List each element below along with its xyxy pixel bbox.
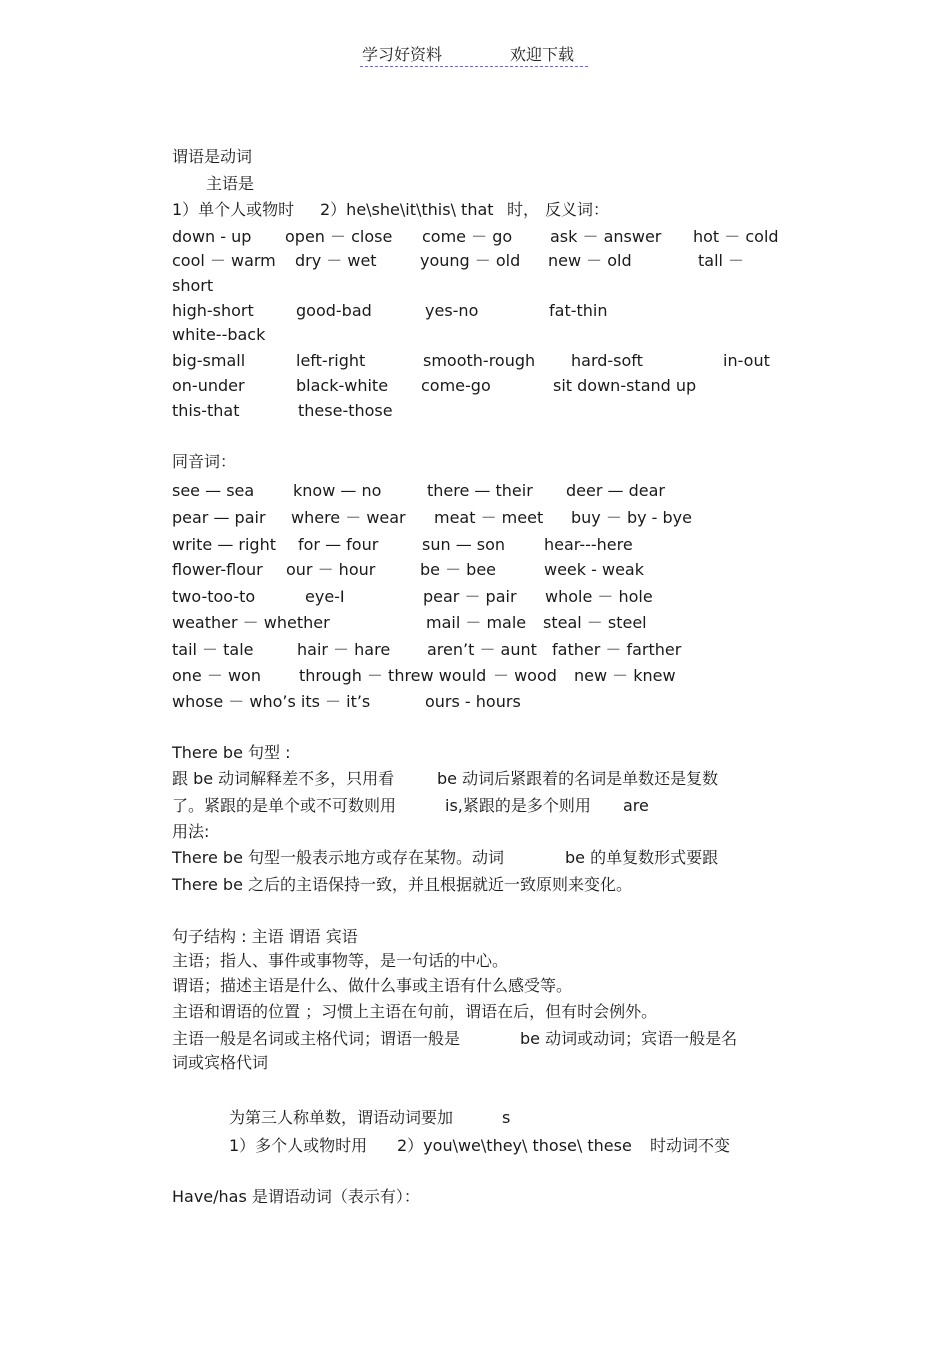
antonym-pair: dry － wet: [295, 251, 377, 270]
have-has-line: Have/has 是谓语动词（表示有）：: [172, 1187, 420, 1206]
homophone-pair: see — sea: [172, 481, 255, 500]
antonym-pair: new － old: [548, 251, 632, 270]
antonym-pair: short: [172, 276, 214, 295]
antonym-pair: white--back: [172, 325, 266, 344]
text-span: s: [502, 1108, 511, 1127]
homophone-pair: mail － male: [426, 613, 527, 632]
structure-line: 主语和谓语的位置 ；习惯上主语在句前，谓语在后，但有时会例外。: [172, 1002, 658, 1021]
header-left: 学习好资料: [362, 45, 443, 64]
antonym-pair: smooth-rough: [423, 351, 536, 370]
section-title: 谓语是动词: [172, 147, 253, 166]
antonym-pair: hot － cold: [693, 227, 779, 246]
subject-is: 主语是: [206, 174, 255, 193]
antonym-pair: down - up: [172, 227, 252, 246]
text-span: 2）you\we\they\ those\ these: [397, 1136, 632, 1155]
homophone-pair: － wood: [493, 666, 557, 685]
antonym-pair: tall －: [698, 251, 745, 270]
rule-time: 时，: [507, 200, 540, 219]
text-span: be 的单复数形式要跟: [565, 848, 719, 867]
homophone-pair: new － knew: [574, 666, 676, 685]
structure-title: 句子结构 : 主语 谓语 宾语: [172, 927, 358, 946]
homophone-pair: know — no: [293, 481, 382, 500]
homophone-pair: week - weak: [544, 560, 644, 579]
homophone-pair: be － bee: [420, 560, 497, 579]
header-right: 欢迎下载: [510, 45, 575, 64]
antonym-pair: these-those: [298, 401, 393, 420]
homophone-pair: there — their: [427, 481, 533, 500]
homophone-pair: one － won: [172, 666, 261, 685]
antonym-pair: ask － answer: [550, 227, 662, 246]
homophone-pair: aren’t － aunt: [427, 640, 537, 659]
text-span: 为第三人称单数，谓语动词要加: [229, 1108, 454, 1127]
rule-1: 1）单个人或物时: [172, 200, 295, 219]
homophone-pair: meat － meet: [434, 508, 544, 527]
antonym-pair: fat-thin: [549, 301, 608, 320]
homophone-pair: sun — son: [422, 535, 506, 554]
structure-line: 主语；指人、事件或事物等，是一句话的中心。: [172, 951, 509, 970]
antonym-pair: high-short: [172, 301, 254, 320]
homophone-pair: father － farther: [552, 640, 682, 659]
antonym-pair: young － old: [420, 251, 521, 270]
text-span: 跟 be 动词解释差不多，只用看: [172, 769, 395, 788]
antonym-pair: big-small: [172, 351, 246, 370]
text-span: is,紧跟的是多个则用: [445, 796, 591, 815]
homophone-pair: whole － hole: [545, 587, 653, 606]
text-span: There be 句型一般表示地方或存在某物。动词: [172, 848, 505, 867]
homophone-pair: pear － pair: [423, 587, 517, 606]
antonym-pair: this-that: [172, 401, 240, 420]
page-header: [360, 42, 588, 67]
homophone-pair: through － threw would: [299, 666, 487, 685]
homophone-pair: buy － by - bye: [571, 508, 692, 527]
homophone-pair: hear---here: [544, 535, 633, 554]
text-span: are: [623, 796, 649, 815]
text-span: 1）多个人或物时用: [229, 1136, 368, 1155]
text-span: 时动词不变: [650, 1136, 731, 1155]
text-span: be 动词或动词；宾语一般是名: [520, 1029, 738, 1048]
antonym-pair: come-go: [421, 376, 491, 395]
homophone-pair: tail － tale: [172, 640, 254, 659]
text-span: 了。紧跟的是单个或不可数则用: [172, 796, 397, 815]
antonym-pair: come － go: [422, 227, 513, 246]
homophone-pair: ours - hours: [425, 692, 521, 711]
antonym-pair: good-bad: [296, 301, 372, 320]
homophone-pair: where － wear: [291, 508, 406, 527]
structure-line: 谓语；描述主语是什么、做什么事或主语有什么感受等。: [172, 976, 573, 995]
homophone-pair: eye-I: [305, 587, 345, 606]
antonym-pair: in-out: [723, 351, 770, 370]
antonym-pair: on-under: [172, 376, 245, 395]
antonym-title: 反义词：: [545, 200, 610, 219]
homophone-pair: pear — pair: [172, 508, 266, 527]
homophone-pair: two-too-to: [172, 587, 256, 606]
homophone-pair: steal － steel: [543, 613, 647, 632]
antonym-pair: open － close: [285, 227, 393, 246]
usage-line-2: There be 之后的主语保持一致，并且根据就近一致原则来变化。: [172, 875, 633, 894]
homophone-pair: flower-flour: [172, 560, 263, 579]
homophone-title: 同音词：: [172, 452, 237, 471]
antonym-pair: hard-soft: [571, 351, 643, 370]
homophone-pair: our － hour: [286, 560, 376, 579]
therebe-title: There be 句型 :: [172, 743, 291, 762]
antonym-pair: sit down-stand up: [553, 376, 697, 395]
antonym-pair: black-white: [296, 376, 389, 395]
homophone-pair: write — right: [172, 535, 276, 554]
antonym-pair: left-right: [296, 351, 366, 370]
homophone-pair: whose － who’s its － it’s: [172, 692, 371, 711]
homophone-pair: deer — dear: [566, 481, 665, 500]
homophone-pair: hair － hare: [297, 640, 391, 659]
rule-2: 2）he\she\it\this\ that: [320, 200, 494, 219]
text-span: be 动词后紧跟着的名词是单数还是复数: [437, 769, 719, 788]
homophone-pair: weather － whether: [172, 613, 330, 632]
structure-line: 词或宾格代词: [172, 1053, 269, 1072]
usage-label: 用法:: [172, 822, 210, 841]
antonym-pair: yes-no: [425, 301, 479, 320]
antonym-pair: cool － warm: [172, 251, 276, 270]
homophone-pair: for — four: [298, 535, 379, 554]
text-span: 主语一般是名词或主格代词；谓语一般是: [172, 1029, 461, 1048]
